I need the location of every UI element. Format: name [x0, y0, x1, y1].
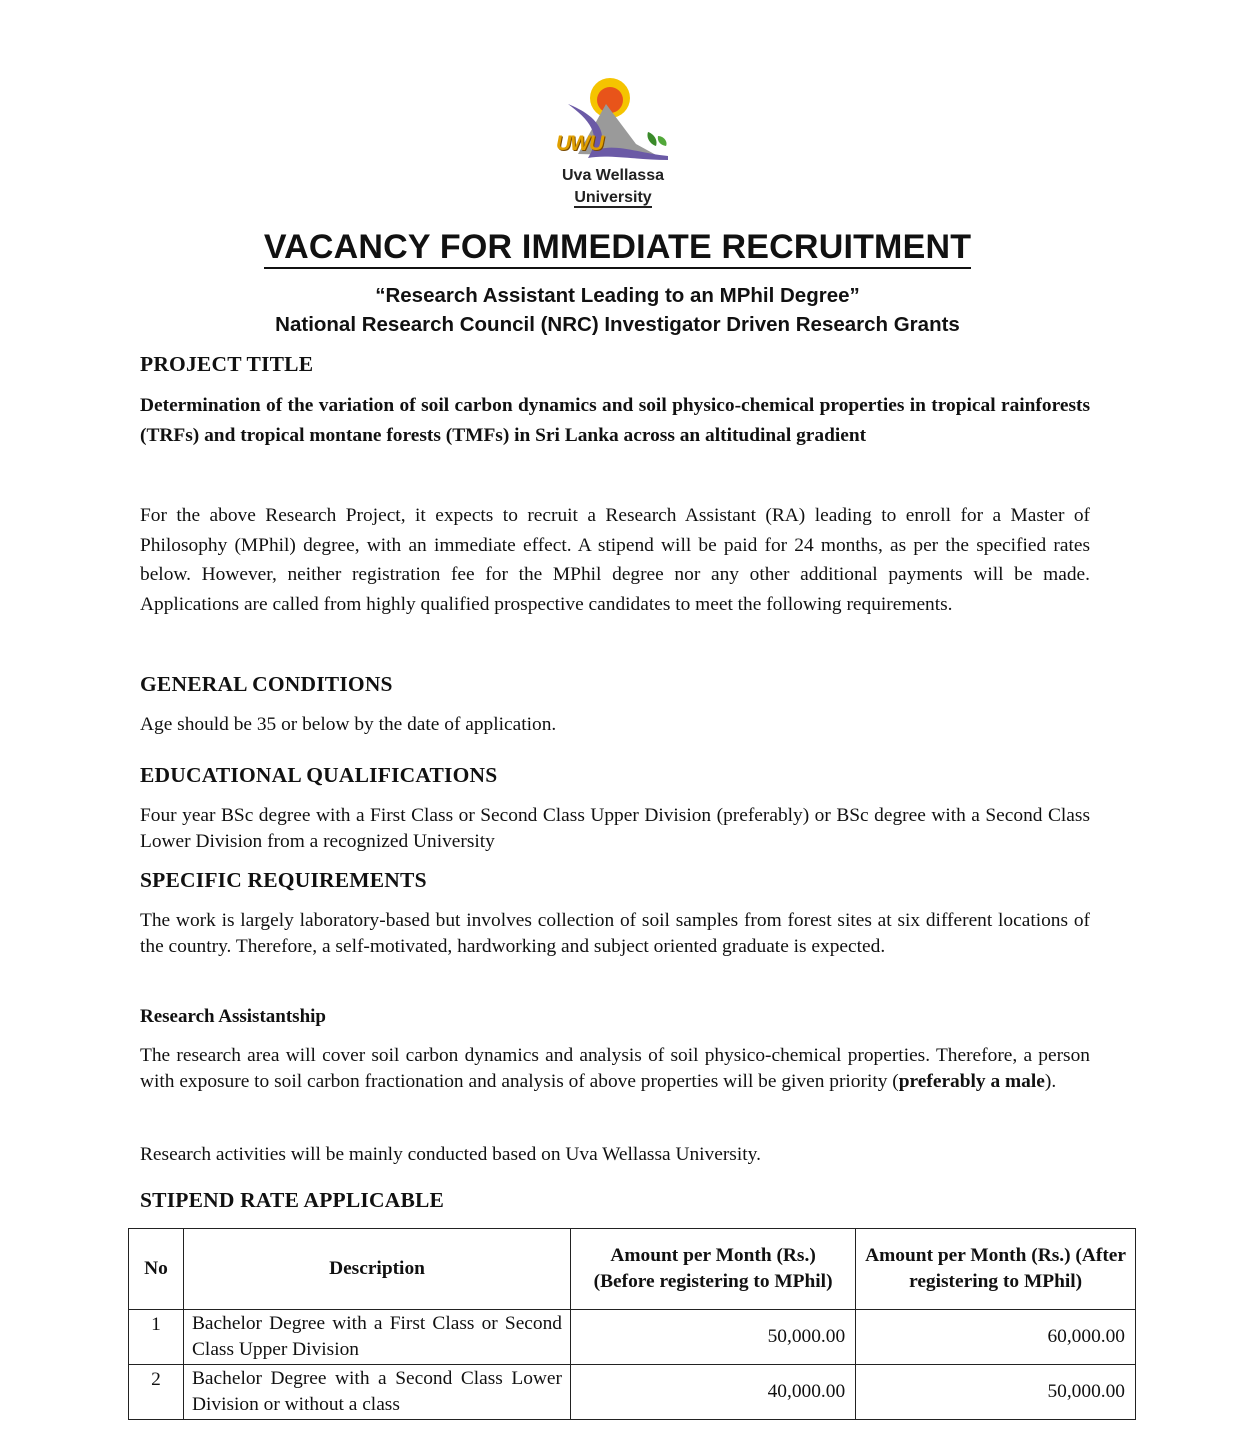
specific-requirements-heading: SPECIFIC REQUIREMENTS	[140, 868, 427, 892]
table-header-row	[129, 1229, 1136, 1310]
preference-emphasis: preferably a male	[898, 1071, 1045, 1092]
logo-acronym: UWU	[556, 132, 604, 155]
row-amount-before: 50,000.00	[571, 1310, 856, 1365]
research-location-note: Research activities will be mainly conducted based on Uva Wellassa University.	[140, 1144, 761, 1165]
header-no: No	[129, 1229, 184, 1310]
project-title-heading: PROJECT TITLE	[140, 352, 314, 376]
project-title-text: Determination of the variation of soil carbon dynamics and soil physico-chemical properties in tropical rainforests (TRFs) and tropical montane forests (TMFs) in Sri Lanka across an altitudinal gradient	[140, 395, 1090, 446]
subtitle-position: “Research Assistant Leading to an MPhil Degree”	[375, 284, 860, 307]
subtitle-grant: National Research Council (NRC) Investigator Driven Research Grants	[275, 313, 960, 336]
row-amount-after: 60,000.00	[856, 1310, 1136, 1365]
row-no: 1	[129, 1310, 184, 1365]
row-amount-after: 50,000.00	[856, 1365, 1136, 1420]
stipend-heading: STIPEND RATE APPLICABLE	[140, 1188, 445, 1212]
general-conditions-text: Age should be 35 or below by the date of application.	[140, 714, 557, 735]
specific-requirements-text: The work is largely laboratory-based but involves collection of soil samples from forest sites at six different locations of the country. Therefore, a self-motivated, hardworking and subject oriented graduate is expected.	[140, 910, 1090, 957]
logo-name-line2: University	[574, 189, 652, 206]
education-heading: EDUCATIONAL QUALIFICATIONS	[140, 763, 498, 787]
table-row	[129, 1365, 1136, 1420]
research-assistantship-text: The research area will cover soil carbon dynamics and analysis of soil physico-chemical properties. Therefore, a person with exposure to soil carbon fractionation and analysis of above properties will be given priority (preferably a male).	[140, 1045, 1090, 1092]
row-amount-before: 40,000.00	[571, 1365, 856, 1420]
header-description: Description	[184, 1229, 571, 1310]
education-text: Four year BSc degree with a First Class or Second Class Upper Division (preferably) or BSc degree with a Second Class Lower Division from a recognized University	[140, 805, 1090, 852]
header-amount-before: Amount per Month (Rs.) (Before registering to MPhil)	[571, 1229, 856, 1310]
general-conditions-heading: GENERAL CONDITIONS	[140, 672, 393, 696]
row-no: 2	[129, 1365, 184, 1420]
row-description: Bachelor Degree with a First Class or Second Class Upper Division	[184, 1310, 571, 1365]
project-intro-text: For the above Research Project, it expects to recruit a Research Assistant (RA) leading to enroll for a Master of Philosophy (MPhil) degree, with an immediate effect. A stipend will be paid for 24 months, as per the specified rates below. However, neither registration fee for the MPhil degree nor any other additional payments will be made. Applications are called from highly qualified prospective candidates to meet the following requirements.	[140, 505, 1090, 616]
stipend-table	[128, 1228, 1136, 1420]
header-amount-after: Amount per Month (Rs.) (After registering to MPhil)	[856, 1229, 1136, 1310]
table-row	[129, 1310, 1136, 1365]
page-title: VACANCY FOR IMMEDIATE RECRUITMENT	[264, 228, 971, 269]
university-logo	[548, 74, 678, 214]
research-assistantship-heading: Research Assistantship	[140, 1006, 326, 1027]
logo-name-line1: Uva Wellassa	[562, 167, 664, 184]
row-description: Bachelor Degree with a Second Class Lower Division or without a class	[184, 1365, 571, 1420]
